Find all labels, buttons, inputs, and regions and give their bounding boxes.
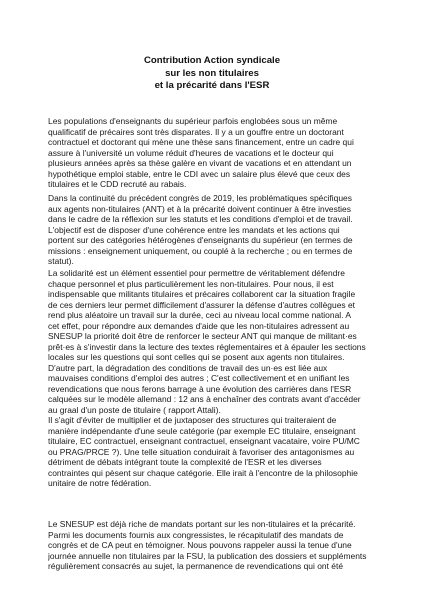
paragraph-line: contractuel et doctorant qui mène une thèse sans financement, entre un cadre qui [48,137,354,147]
paragraph-line: statut). [48,256,74,266]
paragraph-line: Dans la continuité du précédent congrès de 2019, les problématiques spécifiques [48,193,352,203]
paragraph-line: hypothétique emploi stable, entre le CDI avec un salaire plus élevé que ceux des [48,168,351,179]
paragraph-line: dans le cadre de la réflexion sur les statuts et les conditions d'emploi et de travail. [48,214,353,224]
title-line: sur les non titulaires [165,67,259,79]
paragraph-line: contraintes qui pèsent sur chaque catégorie. Elle irait à l'encontre de la philosophie [48,467,358,478]
paragraph-line: portent sur des catégories hétérogènes d'enseignants du supérieur (en termes de [48,235,353,245]
paragraph-line: mauvaises conditions d'emploi des autres ; C'est collectivement et en unifiant les [48,373,350,383]
paragraph-mandates [48,519,384,572]
paragraph-line: SNESUP la priorité doit être de renforcer le secteur ANT qui manque de militant·es [48,331,357,341]
paragraph-line: Le SNESUP est déjà riche de mandats portant sur les non-titulaires et la précarité. [48,519,356,529]
paragraph-line: plusieurs années après sa thèse galère en vivant de vacations et en attendant un [48,158,352,168]
paragraph-line: indispensable que militants titulaires et précaires collaborent car la situation fragile [48,289,356,299]
paragraph-line: journée annuelle non titulaires par la FSU, la publication des dossiers et suppléments [48,550,367,561]
paragraph-line: L'objectif est de disposer d'une cohérence entre les mandats et les actions qui [48,224,340,235]
paragraph-line: détriment de débats intégrant toute la complexité de l'ESR et les diverses [48,457,322,467]
paragraph-line: chaque personnel et plus particulièrement les non-titulaires. Pour nous, il est [48,278,334,289]
paragraph-line: manière indépendante d'une seule catégorie (par exemple EC titulaire, enseignant [48,425,356,436]
paragraph-line: calquées sur le modèle allemand : 12 ans à enchaîner des contrats avant d'accéder [48,394,361,404]
paragraph-line: locales sur les questions qui sont celles qui se posent aux agents non titulaires. [48,352,345,362]
paragraph-line: titulaires et le CDD recruté au rabais. [48,179,187,189]
paragraph-line: revendications que nous ferons barrage à une évolution des carrières dans l'ESR [48,383,352,394]
paragraph-line: assure à l'université un volume réduit d'heures de vacations et le docteur qui [48,147,334,158]
paragraph-line: aux agents non-titulaires (ANT) et à la précarité doivent continuer à être investies [48,203,351,214]
paragraph-intro [48,116,384,190]
paragraph-line: rend plus aléatoire un travail sur la durée, ceci au niveau local comme national. A [48,310,351,320]
paragraph-line: ou PRAG/PRCE ?). Une telle situation conduirait à favoriser des antagonismes au [48,446,355,457]
paragraph-line: D'autre part, la dégradation des conditions de travail des un·es est liée aux [48,362,328,373]
paragraph-continuity [48,193,384,267]
paragraph-line: missions : enseignement uniquement, ou couplé à la recherche ; ou en termes de [48,245,353,256]
title-line: Contribution Action syndicale [143,55,281,66]
document-title [0,55,424,93]
paragraph-line: La solidarité est un élément essentiel pour permettre de véritablement défendre [48,268,345,278]
paragraph-line: Il s'agit d'éviter de multiplier et de juxtaposer des structures qui traiteraient de [48,415,337,425]
paragraph-line: unitaire de notre fédération. [48,478,152,488]
paragraph-line: cet effet, pour répondre aux demandes d'aide que les non-titulaires adressent au [48,320,350,331]
paragraph-line: titulaire, EC contractuel, enseignant contractuel, enseignant vacataire, voire PU/MC [48,436,360,446]
paragraph-line: Les populations d'enseignants du supérieur parfois englobées sous un même [48,116,338,126]
paragraph-line: congrès et de CA peut en témoigner. Nous pouvons rappeler aussi la tenue d'une [48,540,352,550]
paragraph-line: prêt·es à s'investir dans la lecture des textes réglementaires et à épauler les sections [48,341,366,352]
paragraph-line: régulièrement consacrés au sujet, la permanence de revendications qui ont été [48,561,344,571]
paragraph-line: qualificatif de précaires sont très disparates. Il y a un gouffre entre un doctorant [48,126,344,137]
paragraph-line: Parmi les documents fournis aux congressistes, le récapitulatif des mandats de [48,529,344,540]
paragraph-line: de ces derniers leur permet difficilement d'assurer la défense d'autres collègues et [48,299,355,310]
paragraph-line: au graal d'un poste de titulaire ( rapport Attali). [48,404,221,415]
title-line: et la précarité dans l'ESR [154,80,270,91]
paragraph-solidarity [48,268,384,489]
